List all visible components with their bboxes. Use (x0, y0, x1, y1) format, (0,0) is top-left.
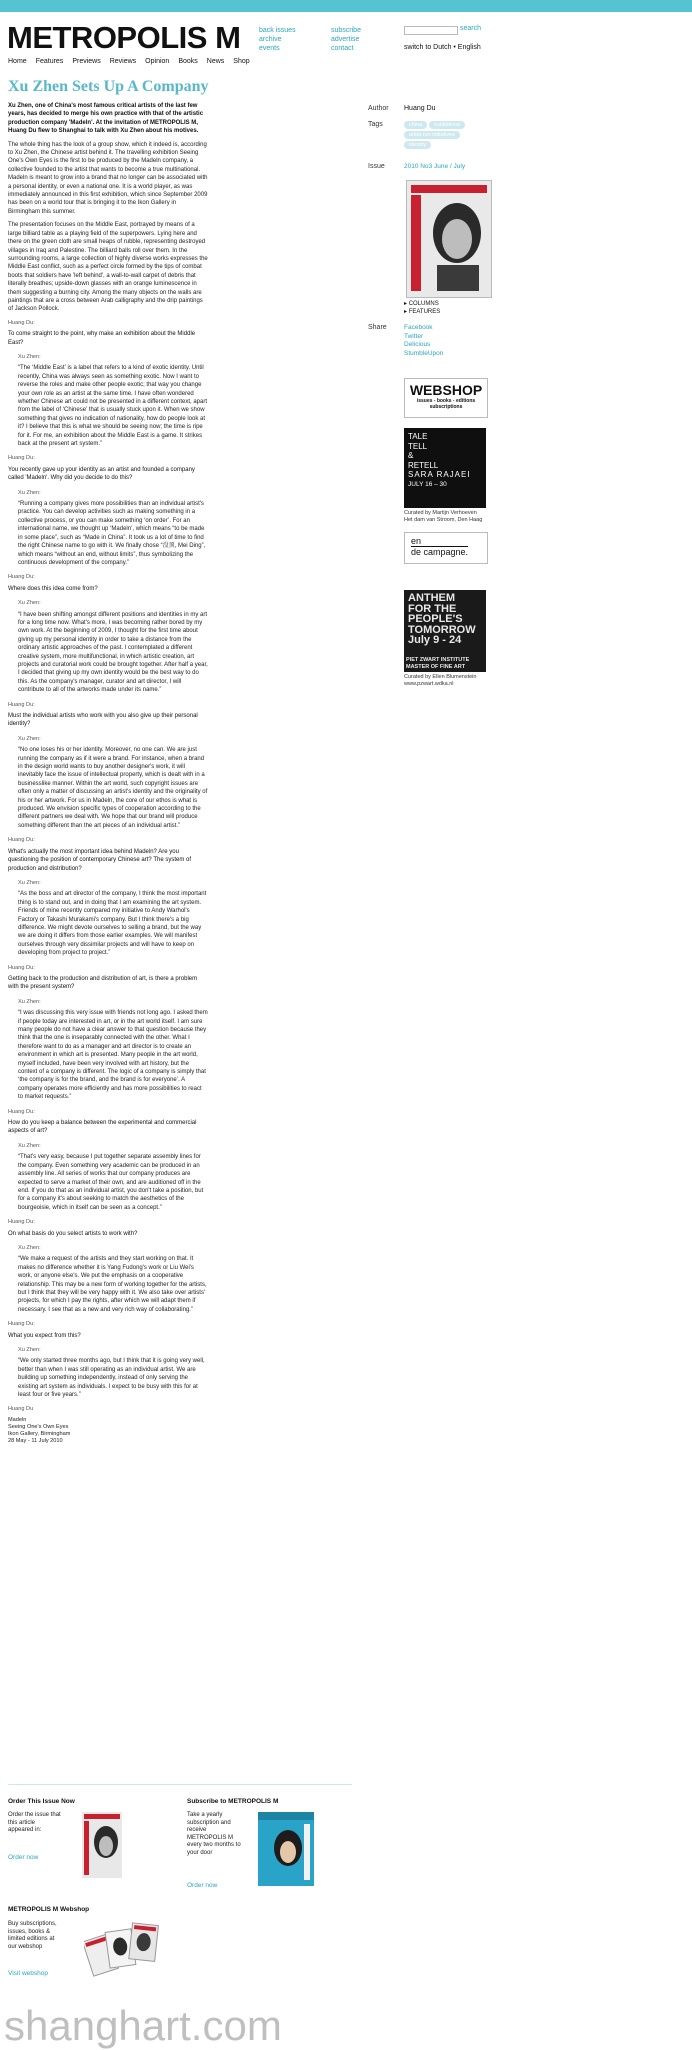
exhibition-info (8, 1417, 208, 1445)
search-button[interactable]: search (460, 25, 482, 32)
article-paragraph: The whole thing has the look of a group show, which it indeed is, according to Xu Zhen, the Chinese artist behind it. The travelling exhibition Seeing One's Own Eyes is the first to be produced by the Madeln company, a collective founded to the artist that wants to become a true multinational. Madeln is meant to grow into a brand that no longer can be associated with a personal identity, or even a national one. It is a world player, as was immediately announced in this first exhibition, which since September 2009 has been on a world tour that is bringing it to the Ikon Gallery in Birmingham this summer. (8, 141, 208, 215)
nav-home[interactable]: Home (8, 58, 27, 65)
ad-tale-dates: JULY 16 – 30 (408, 480, 447, 488)
interviewee-name: Xu Zhen: (18, 998, 41, 1005)
subscribe-link[interactable]: subscribe (331, 27, 361, 34)
interviewee-name: Xu Zhen: (18, 353, 41, 360)
caption-line: www.pzwart.wdka.nl (404, 681, 454, 687)
nav-news[interactable]: News (206, 58, 225, 65)
subscribe-cover-image[interactable] (258, 1812, 314, 1886)
interview-question: Must the individual artists who work with you also give up their personal identity? (8, 713, 198, 728)
interviewee-name: Xu Zhen: (18, 1244, 41, 1251)
interview-question: On what basis do you select artists to work with? (8, 1230, 138, 1237)
interviewer-name: Huang Du: (8, 574, 35, 581)
subscribe-order-link[interactable]: Order now (187, 1882, 218, 1889)
order-now-link[interactable]: Order now (8, 1854, 39, 1861)
webshop-footer-text (8, 1921, 57, 1951)
header-links-secondary (331, 26, 361, 53)
webshop-text-line: Buy subscriptions, (8, 1921, 57, 1927)
ad-anthem-footer: PIET ZWART INSTITUTE MASTER OF FINE ART (406, 657, 470, 670)
issue-link[interactable]: 2010 No3 June / July (404, 163, 466, 170)
visit-webshop-link[interactable]: Visit webshop (8, 1970, 48, 1977)
interviewer-name: Huang Du: (8, 319, 35, 326)
exhibition-info-line: Ikon Gallery, Birmingham (8, 1430, 71, 1437)
interviewer-name: Huang Du: (8, 837, 35, 844)
ad-tale-line: TELL (408, 441, 428, 451)
share-links (404, 324, 443, 358)
interviewee-name: Xu Zhen: (18, 879, 41, 886)
watermark-text: shanghart.com (4, 2002, 282, 2049)
nav-features[interactable]: Features (35, 58, 64, 65)
order-text-line: appeared in: (8, 1827, 42, 1833)
interviewer-name: Huang Du: (8, 701, 35, 708)
top-accent-bar (0, 0, 692, 12)
tag-list (404, 121, 484, 151)
interview-question: How do you keep a balance between the experimental and commercial aspects of art? (8, 1120, 197, 1135)
exhibition-info-line: Seeing One's Own Eyes (8, 1423, 69, 1430)
ad-tale-line: RETELL (408, 460, 439, 470)
interview-answer: “We make a request of the artists and they start working on that. It makes no difference whether it is Yang Fudong's work or Liu Wei's work, or anyone else's. We put the emphasis on a cooperative relationship. This may be a new form of working together for the artists, but I think that they will be very happy with it. We also take over artists' projects, for which I pay the rights, after which we will adapt them if necessary. I see that as a new and very rich way of collaborating.” (18, 1256, 207, 1313)
interview-answer: “That's very easy, because I put together separate assembly lines for the company. Even something very academic can be produced in an assembly line. All series of works that our company produces are expected to serve a market of their own, and are auditioned off in the end. If you do that as an individual artist, you don't take a position, but for a company it's about seeking to match the aesthetics of the bourgeoisie, which in itself can be seen as a concept.” (18, 1154, 204, 1211)
ad-anthem-caption (404, 674, 476, 688)
order-text-line: Order the issue that (8, 1812, 61, 1818)
nav-reviews[interactable]: Reviews (109, 58, 137, 65)
author-label: Author (368, 105, 389, 112)
caption-line: Curated by Ellen Blumenstein (404, 674, 477, 680)
interviewee-name: Xu Zhen: (18, 600, 41, 607)
tag[interactable]: exhibitions (429, 121, 465, 129)
exhibition-info-line: Madeln (8, 1416, 27, 1423)
subscribe-text-line: every two months to (187, 1842, 241, 1848)
article-paragraph: The presentation focuses on the Middle East, portrayed by means of a large billiard table as a playing field of the superpowers. Lying here and there on the green cloth are small heaps of rubble, representing destroyed villages in Iraq and Palestine. The billiard balls roll over them. In the surrounding rooms, a large collection of highly diverse works expresses the Middle East conflict, such as a perfect circle formed by the tips of combat boots that soldiers have 'left behind', a wall-to-wall carpet of debris that literally breathes; upside-down glasses with an orange luminescence in them suggesting a burning city. Among the many objects on the walls are paintings that are a cross between Arab calligraphy and the drip paintings of Jackson Pollock. (8, 222, 208, 313)
nav-shop[interactable]: Shop (233, 58, 250, 65)
search-input[interactable] (404, 26, 458, 35)
advertise-link[interactable]: advertise (331, 36, 360, 43)
article-title: Xu Zhen Sets Up A Company (8, 78, 209, 95)
nav-previews[interactable]: Previews (72, 58, 101, 65)
language-switch[interactable]: switch to Dutch • English (404, 44, 481, 51)
anthem-ad[interactable] (404, 590, 486, 672)
order-cover-image[interactable] (82, 1812, 122, 1878)
webshop-text-line: our webshop (8, 1943, 43, 1950)
issue-cover-image[interactable] (406, 180, 492, 298)
ad-campagne-line: de campagne. (411, 547, 469, 557)
article-body (8, 102, 208, 1445)
order-text (8, 1812, 61, 1835)
order-text-line: this article (8, 1819, 36, 1826)
article-intro: Xu Zhen, one of China's most famous critical artists of the last few years, has decided to merge his own practice with that of the artistic production company 'Madeln'. At the invitation of METROPOLIS M, Huang Du flew to Shanghai to talk with Xu Zhen about his motives. (8, 103, 204, 135)
interview-answer: “The ‘Middle East’ is a label that refers to a kind of exotic identity. Until recently, China was always seen as something exotic. Now I want to reverse the roles and make other people exotic; that way you change your own role as an artist at the same time. I have often wondered whether Chinese art could not be presented in a different context, apart from the label of ‘Chinese’ that is usually stuck upon it. When we show something that gives no indication of nationality, how do people look at it? I believe that this is what we should be seeing now; the time is ripe for it. For me, an exhibition about the Middle East is a game. It strikes back at the present art system.” (18, 365, 208, 448)
subscribe-text-line: your door (187, 1849, 213, 1856)
interview-question: You recently gave up your identity as an artist and founded a company called 'Madeln'. Why did you decide to do this? (8, 466, 195, 482)
share-facebook[interactable]: Facebook (404, 324, 433, 331)
footer-divider (8, 1784, 352, 1785)
subscribe-text-line: METROPOLIS M (187, 1834, 234, 1841)
section-link-columns[interactable]: ▸ COLUMNS (404, 301, 439, 307)
webshop-ad-sub2: subscriptions (429, 404, 463, 410)
tale-tell-retell-ad[interactable] (404, 428, 486, 508)
webshop-ad-sub: issues - books - editions (416, 398, 476, 404)
interview-answer: “No one loses his or her identity. Moreover, no one can. We are just running the company as if it were a brand. For instance, when a brand in the design world wants to buy another designer's work, it will inevitably face the issue of intellectual property, which is dealt with in a businesslike manner. Within the art world, such copyright issues are often only a matter of discussing an artist's identity and the originality of his or her artwork. For us in Madeln, the core of our ethos is what is produced. We envision specific types of cooperation according to the different partners we deal with. We hope that our brand will produce something different than the art pieces of an individual artist.” (18, 747, 208, 829)
webshop-ad[interactable] (404, 378, 488, 418)
tag[interactable]: china (404, 121, 427, 129)
archive-link[interactable]: archive (259, 36, 282, 43)
interviewer-name: Huang Du: (8, 1108, 35, 1115)
webshop-ad-title: WEBSHOP (409, 382, 483, 398)
interview-answer: “Running a company gives more possibilities than an individual artist's practice. You can develop activities such as making something in a collective process, or you can make something ‘on order’. For an international name, we thought up ‘Madeln’, which means “to be made in some place”, such as “Made in China”. It took us a lot of time to find the right Chinese name to go with it. We finally chose “没顶, Mei Ding”, which means “without an end, without limits”, thus symbolizing the continuous development of the company.” (18, 501, 206, 566)
interview (8, 319, 208, 1400)
campagne-ad[interactable] (404, 532, 488, 564)
webshop-footer-title: METROPOLIS M Webshop (8, 1906, 90, 1913)
subscribe-text-line: receive (187, 1827, 207, 1833)
ad-anthem-line: TOMORROW (408, 623, 476, 636)
closing-speaker: Huang Du (8, 1406, 34, 1413)
interviewee-name: Xu Zhen: (18, 735, 41, 742)
interviewer-name: Huang Du: (8, 1219, 35, 1226)
interviewer-name: Huang Du: (8, 455, 35, 462)
tag[interactable]: artist-run initiatives (404, 131, 460, 139)
subscribe-text (187, 1812, 241, 1857)
issue-label: Issue (368, 163, 385, 170)
interview-answer: “I was discussing this very issue with friends not long ago. I asked them if people today are interested in art, or in the art world itself. I am sure many people do not have a clear answer to that question because they think that the one is inseparably connected with the other. What I therefore want to do as a manager and art director is to create an environment in which art is presented. Many people in the art world, myself included, have been very involved with art history, but the context of a company is different. The logic of a company is simply that ‘the company is for the brand, and the brand is for everyone’. A company operates more efficiently and has more possibilities to react to market requests.” (18, 1010, 208, 1101)
ad-anthem-line: PEOPLE'S (408, 613, 463, 625)
order-title: Order This Issue Now (8, 1798, 75, 1805)
main-nav (8, 58, 250, 65)
webshop-text-line: issues, books & (8, 1928, 51, 1935)
contact-link[interactable]: contact (331, 45, 354, 52)
site-logo[interactable]: METROPOLIS M (7, 20, 241, 55)
share-label: Share (368, 324, 387, 331)
interviewer-name: Huang Du: (8, 964, 35, 971)
share-stumbleupon[interactable]: StumbleUpon (404, 349, 444, 357)
subscribe-text-line: Take a yearly (187, 1812, 223, 1818)
interview-answer: “I have been shifting amongst different positions and identities in my art for a long time now. What's more, I was becoming rather bored by my own work. At the beginning of 2009, I thought for the first time about giving up my personal identity in order to take a distance from the ordinary artistic approaches of the past. I contemplated a different creative system, more multifunctional, in which artistic creation, art projects and curatorial work could be brought together. After half a year, I decided that giving up my own identity would be the best way to do this. As the company's manager, curator and art director, I will contribute to all of the artworks made under its name.” (18, 611, 208, 694)
ad-tale-line: TALE (408, 432, 428, 441)
header-links-primary (259, 26, 296, 53)
interviewer-name: Huang Du: (8, 1321, 35, 1328)
interviewee-name: Xu Zhen: (18, 1142, 41, 1149)
webshop-covers-image[interactable] (84, 1916, 164, 1980)
tag[interactable]: identity (404, 141, 431, 149)
interview-question: Getting back to the production and distribution of art, is there a problem with the present system? (8, 975, 198, 991)
interview-answer: “We only started three months ago, but I think that it is going very well, better than when I was still operating as an individual artist. We are building up something independently, instead of only serving the existing art system as individuals. I expect to be busy with this for at least four or five years.” (18, 1358, 205, 1399)
caption-line: Curated by Martijn Verhoeven (404, 510, 477, 516)
subscribe-title: Subscribe to METROPOLIS M (187, 1798, 279, 1805)
ad-campagne-line: en (411, 536, 422, 546)
share-delicious[interactable]: Delicious (404, 341, 431, 348)
interviewee-name: Xu Zhen: (18, 1347, 41, 1353)
caption-line: Het dam van Stroom, Den Haag (404, 517, 483, 523)
nav-opinion[interactable]: Opinion (145, 58, 170, 65)
tags-label: Tags (368, 121, 383, 128)
events-link[interactable]: events (259, 45, 280, 52)
nav-books[interactable]: Books (178, 58, 198, 65)
interviewee-name: Xu Zhen: (18, 489, 41, 496)
ad-anthem-line: ANTHEM (408, 592, 456, 604)
ad-anthem-line: July 9 - 24 (408, 634, 462, 646)
interview-question: Where does this idea come from? (8, 585, 98, 592)
back-issues-link[interactable]: back issues (259, 27, 296, 34)
subscribe-text-line: subscription and (187, 1819, 231, 1826)
exhibition-info-line: 28 May - 11 July 2010 (8, 1437, 63, 1444)
share-twitter[interactable]: Twitter (404, 332, 424, 340)
interview-question: To come straight to the point, why make an exhibition about the Middle East? (8, 331, 196, 346)
webshop-text-line: limited editions at (8, 1936, 55, 1942)
interview-question: What's actually the most important idea behind Madeln? Are you questioning the position of contemporary Chinese art? The system of production and distribution? (8, 848, 191, 872)
author-name: Huang Du (404, 105, 436, 112)
section-link-features[interactable]: ▸ FEATURES (404, 309, 441, 315)
interview-answer: “As the boss and art director of the company, I think the most important thing is to stand out, and in doing that I am examining the art system. Friends of mine recently compared my initiative to Andy Warhol's Factory or Takashi Murakami's company. But I think there's a big difference. We might devote ourselves to selling a brand, but the way we are doing it differs from those earlier examples. We will manifest ourselves through very dissimilar projects and will have to keep on developing from project to project.” (18, 891, 207, 957)
section-links (404, 300, 440, 316)
ad-anthem-line: FOR THE (408, 602, 457, 615)
ad-tale-caption (404, 510, 482, 524)
ad-tale-line: & (408, 451, 414, 460)
interview-question: What you expect from this? (8, 1332, 81, 1339)
ad-tale-name: SARA RAJAEI (408, 470, 471, 479)
